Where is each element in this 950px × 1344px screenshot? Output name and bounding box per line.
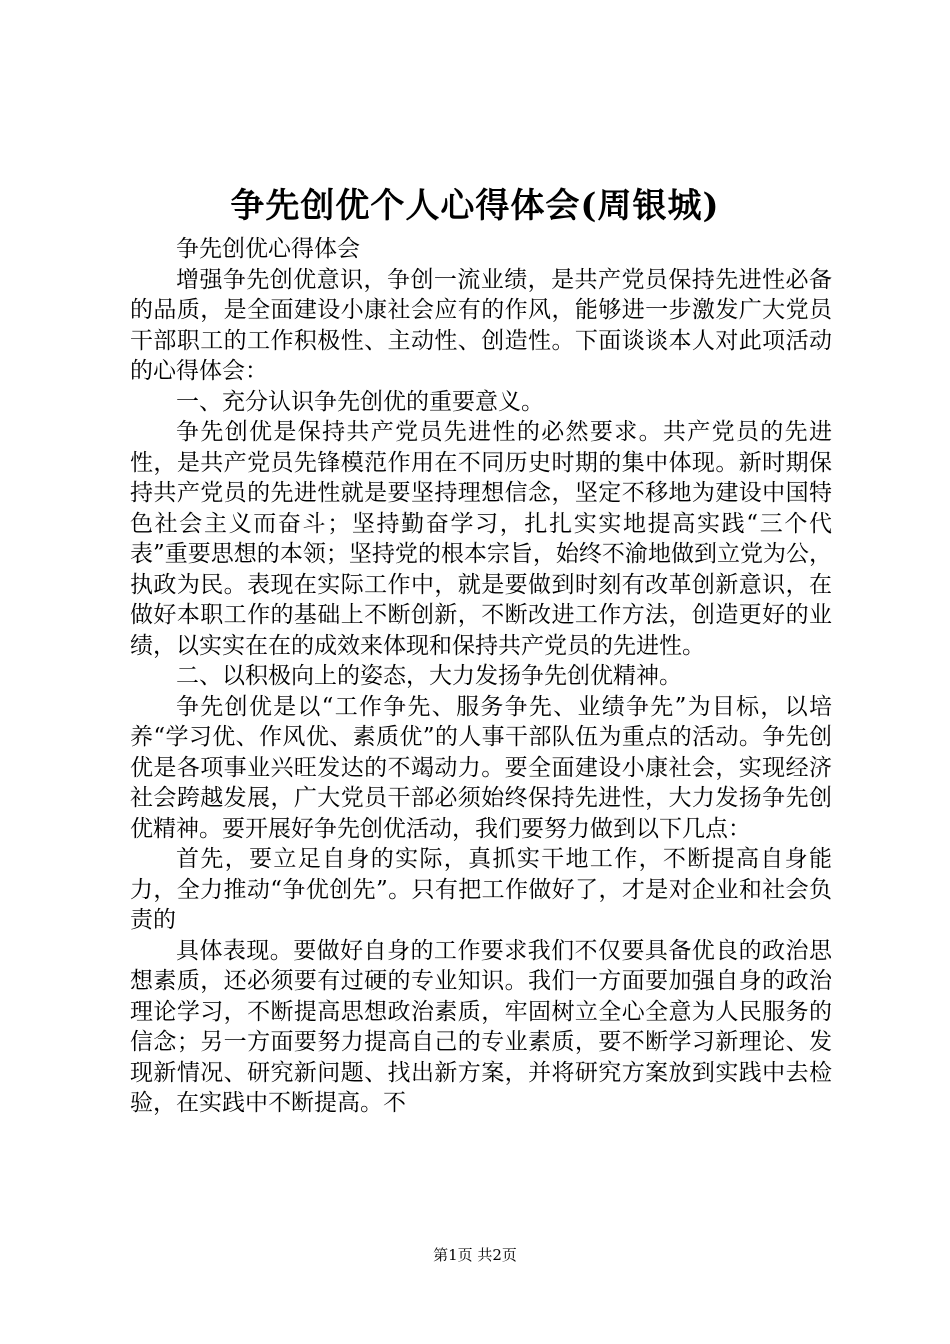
section-heading-2: 二、以积极向上的姿态，大力发扬争先创优精神。 — [176, 663, 682, 689]
paragraph-section-2: 争先创优是以“工作争先、服务争先、业绩争先”为目标，以培养“学习优、作风优、素质优”的人事干部队伍为重点的活动。争先创优是各项事业兴旺发达的不竭动力。要全面建设小康社会，实现经济社会跨越发展，广大党员干部必须始终保持先进性，大力发扬争先创优精神。要开展好争先创优活动，我们要努力做到以下几点： — [130, 693, 832, 842]
paragraph-details: 具体表现。要做好自身的工作要求我们不仅要具备优良的政治思想素质，还必须要有过硬的专业知识。我们一方面要加强自身的政治理论学习，不断提高思想政治素质，牢固树立全心全意为人民服务的信念；另一方面要努力提高自己的专业素质，要不断学习新理论、发现新情况、研究新问题、找出新方案，并将研究方案放到实践中去检验，在实践中不断提高。不 — [130, 937, 832, 1116]
section-heading-1: 一、充分认识争先创优的重要意义。 — [176, 388, 544, 415]
paragraph-first-point: 首先，要立足自身的实际，真抓实干地工作，不断提高自身能力，全力推动“争优创先”。只有把工作做好了，才是对企业和社会负责的 — [130, 846, 832, 933]
document-title: 争先创优个人心得体会(周银城) — [230, 186, 720, 226]
paragraph-intro: 增强争先创优意识，争创一流业绩，是共产党员保持先进性必备的品质，是全面建设小康社会应有的作风，能够进一步激发广大党员干部职工的工作积极性、主动性、创造性。下面谈谈本人对此项活动的心得体会： — [130, 266, 832, 384]
page-number: 第1页 共2页 — [433, 1246, 517, 1264]
paragraph-section-1: 争先创优是保持共产党员先进性的必然要求。共产党员的先进性，是共产党员先锋模范作用在不同历史时期的集中体现。新时期保持共产党员的先进性就是要坚持理想信念，坚定不移地为建设中国特色社会主义而奋斗；坚持勤奋学习，扎扎实实地提高实践“三个代表”重要思想的本领；坚持党的根本宗旨，始终不渝地做到立党为公，执政为民。表现在实际工作中，就是要做到时刻有改革创新意识，在做好本职工作的基础上不断创新，不断改进工作方法，创造更好的业绩，以实实在在的成效来体现和保持共产党员的先进性。 — [130, 419, 832, 659]
document-body — [130, 234, 832, 1119]
paragraph-subtitle: 争先创优心得体会 — [176, 236, 360, 262]
